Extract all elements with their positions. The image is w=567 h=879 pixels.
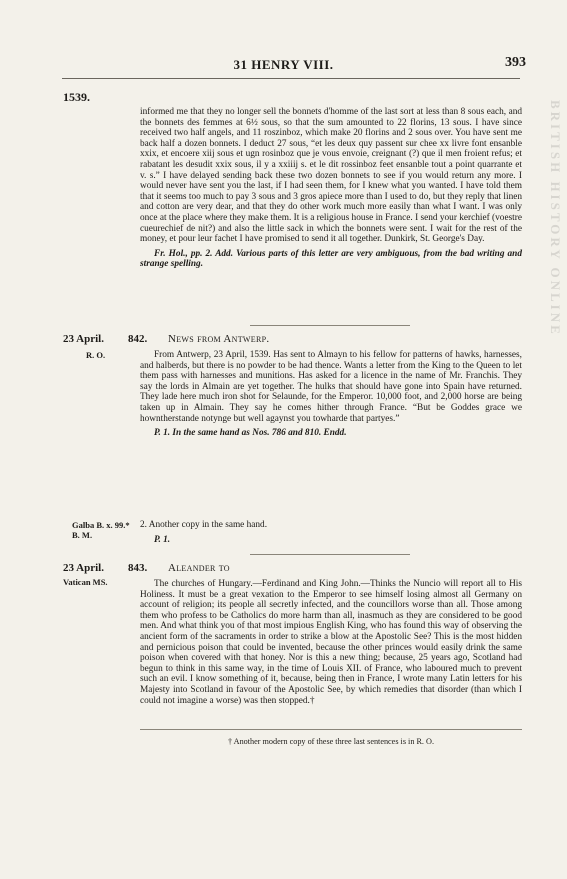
- footnote: † Another modern copy of these three last sentences is in R. O.: [227, 737, 434, 746]
- entry-842-copy-note: P. 1.: [154, 534, 171, 545]
- header-rule: [62, 78, 520, 79]
- entry-842-source: R. O.: [86, 350, 106, 360]
- entry-842-note: P. 1. In the same hand as Nos. 786 and 810. Endd.: [154, 428, 347, 439]
- entry-843-paragraph: The churches of Hungary.—Ferdinand and King John.—Thinks the Nuncio will report all to His Holiness. It must be a great vexation to the Emperor to see himself losing almost all Germany on account of religion; its people all secretly infected, and the councillors worse than all. Those among them who profess to be Catholics do more harm than all, inasmuch as they are considered to be good men. And what think you of that most impious English King, who has found this way of observing the ancient form of the sacraments in order to strike a blow at the Apostolic See? This is the most hidden and pernicious poison that could be invented, because the other princes would easily drink the same poison when covered with that honey. Nor is this a new thing; because, 25 years ago, Scotland had begun to think in this same way, in the time of Louis XII. of France, who laboured much to prevent such an evil. I know something of it, because, being then in France, I wrote many Latin letters for his Majesty into Scotland in favour of the Apostolic See, by which remedies that disorder (than which I could not imagine a worse) was then stopped.†: [140, 579, 522, 706]
- entry-842-date: 23 April.: [63, 333, 104, 345]
- entry-843-body: [140, 579, 522, 706]
- entry-842-number: 842.: [128, 333, 148, 345]
- margin-year: 1539.: [63, 90, 90, 104]
- page-number: 393: [505, 55, 526, 70]
- entry-842-title: News from Antwerp.: [168, 333, 270, 345]
- entry-divider: [250, 554, 410, 555]
- entry-842-copy-text: 2. Another copy in the same hand.: [140, 520, 268, 530]
- entry-842-paragraph: From Antwerp, 23 April, 1539. Has sent to Almayn to his fellow for patterns of hawks, harnesses, and halberds, but there is no powder to be had thence. Wants a letter from the King to the Queen to let them pass with harnesses and munitions. Has asked for a licence in the name of Mr. Franchis. They say the lords in Almain are yet together. The hulks that should have gone into Spain have returned. They lade here much iron shot for Selaunde, for the Emperor. 10,000 foot, and 2,000 horse are being taken up in Almain. They say he comes hither through France. “But be Goddes grace we howntherstande notynge but well agaynst you towharde that partyes.”: [140, 350, 522, 424]
- continued-paragraph: informed me that they no longer sell the bonnets d'homme of the last sort at less than 8 sous each, and the bonnets des femmes at 6½ sous, so that the sum amounted to 22 florins, 13 sous. I have since received two half angels, and 11 roszinboz, which make 20 florins and 2 sous over. You have sent me back half a dozen bonnets. I deduct 27 sous, “et les deux quy passent sur chee xx livre font ensanble xxix, et encoere xiij sous et ugn rosinboz que je vous envoie, creignant (?) que il men froient refus; et rabatant les desudit xxix sous, il y a xxiiij s. et le dit rossinboz feet ensanble tout a point quarrante et v. s.” I have delayed sending back these two dozen bonnets to see if you would return any more. I would never have sent you the last, if I had seen them, for I knew what you wanted. I have told them that it seems too much to pay 3 sous and 3 gros apiece more than I used to do, but they reply that linen and cotton are very dear, and that they do other work much more easily than what I want. I was only once at the place where they make them. It is a religious house in France. I send your kerchief (voestre cueurechief de nit?) and also the little sack in which the bonnets were sent. I wait for the rest of the money, et pour leur fachet I have promised to send it all together. Dunkirk, St. George's Day.: [140, 107, 522, 245]
- entry-843-source: Vatican MS.: [63, 577, 108, 587]
- entry-843-date: 23 April.: [63, 562, 104, 574]
- continued-source-note: Fr. Hol., pp. 2. Add. Various parts of this letter are very ambiguous, from the bad writing and strange spelling.: [140, 248, 522, 270]
- watermark: BRITISH HISTORY ONLINE: [548, 100, 563, 337]
- continued-letter: [140, 107, 522, 270]
- entry-843-title: Aleander to: [168, 562, 230, 574]
- running-title: 31 HENRY VIII.: [233, 57, 334, 72]
- entry-842-copy: [140, 520, 522, 545]
- entry-843-number: 843.: [128, 562, 148, 574]
- entry-842-body: [140, 350, 522, 439]
- footnote-rule: [140, 729, 522, 730]
- entry-divider: [250, 325, 410, 326]
- entry-842-copy-source: Galba B. x. 99.* B. M.: [72, 520, 130, 540]
